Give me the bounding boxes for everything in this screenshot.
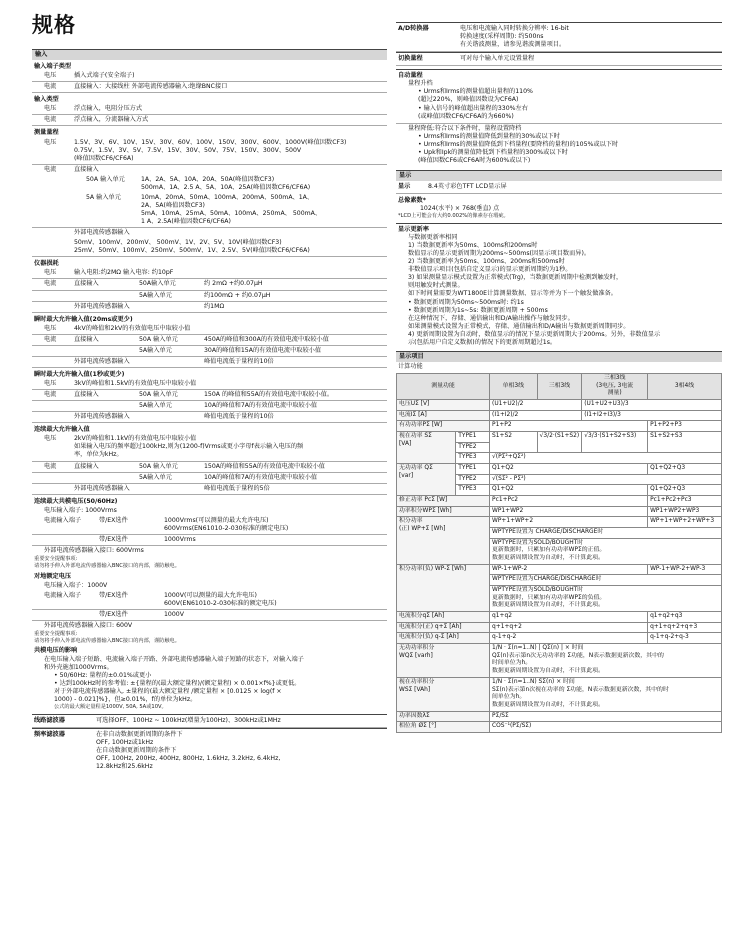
- cm-effect-heading: 共模电压的影响: [34, 647, 78, 655]
- table-row: [397, 564, 722, 575]
- spec-text: 1000Vrms(可以测量的最大允许电压) 600Vrms(EN61010-2-030标准的额定电压): [164, 516, 289, 532]
- voltage-range: 1.5V、3V、6V、10V、15V、30V、60V、100V、150V、300V、600V、1000V(峰值因数CF3) 0.75V、1.5V、3V、5V、7.5V、15V、30V、50V、75V、150V、300V、500V (峰值因数CF6/CF6A): [74, 138, 347, 162]
- spec-row: [32, 434, 387, 461]
- table-row: [397, 496, 722, 507]
- table-cell: (U1+U2)/2: [490, 400, 582, 411]
- spec-row: [32, 193, 387, 228]
- spec-text: 带/EX选件: [99, 610, 128, 618]
- spec-row: [32, 71, 387, 82]
- spec-text: 带/EX选件: [99, 535, 128, 543]
- spec-text: 重要安全提醒事项:: [34, 630, 78, 637]
- table-row: [397, 517, 722, 528]
- input-type-heading: 输入类型: [34, 96, 59, 104]
- spec-text: 外部电流传感器输入: [74, 302, 130, 310]
- impedance-heading: 仪器损耗: [34, 260, 59, 268]
- spec-text: 外部电流传感器输入: [74, 484, 130, 492]
- table-row: [397, 612, 722, 623]
- table-cell: 修正功率 PcΣ [W]: [397, 496, 490, 507]
- spec-row: [32, 165, 387, 175]
- spec-text: 8.4英寸彩色TFT LCD显示屏: [428, 183, 507, 190]
- spec-text: 50A输入单元: [139, 280, 176, 288]
- update-heading: 显示更新率: [396, 223, 722, 234]
- spec-row: [32, 610, 387, 621]
- peak20-heading: 瞬时最大允许输入值(20ms或更少): [34, 315, 133, 323]
- spec-text: • Urms和Irms的测量值超出量程的110% (超过220%，则峰值因数设为CF6A) • 输入信号的峰值超出量程的330%左右 (或峰值因数CF6/CF6A的为660%): [418, 88, 533, 120]
- table-cell: 单相3线: [490, 374, 538, 400]
- table-cell: WP1+WP2: [490, 506, 648, 517]
- table-cell: PΣ/SΣ: [490, 711, 722, 722]
- spec-text: 4kV的峰值和2kV的有效值电压中取较小值: [74, 324, 191, 332]
- freq-filter-label: 频率滤波器: [34, 730, 65, 738]
- spec-text: 量程降低:符合以下条件时，量程设置降档: [396, 123, 722, 133]
- spec-row: [397, 374, 722, 400]
- spec-text: 直接输入: [74, 280, 99, 288]
- ad-label: A/D转换器: [398, 25, 429, 32]
- table-cell: 电流积分(正) q+Σ [Ah]: [397, 622, 490, 633]
- left-column: [32, 47, 387, 773]
- spec-text: 电压: [44, 138, 57, 146]
- spec-text: 30A的峰值和15A的有效值电流中取较小值: [204, 346, 322, 354]
- spec-text: *LCD上可能会有大约0.002%的像素存在瑕疵。: [398, 213, 509, 220]
- table-cell: 视在功率积分 WSΣ [VAh]: [397, 677, 490, 711]
- spec-text: 峰值电流低于量程的5倍: [204, 484, 270, 492]
- table-cell: 电流积分(负) q-Σ [Ah]: [397, 633, 490, 644]
- table-cell: 三相3线 (3电压, 3电流 测量): [582, 374, 648, 400]
- spec-row: [32, 462, 387, 473]
- spec-text: 可对每个输入单元设置量程: [460, 55, 535, 63]
- table-cell: (I1+I2+I3)/3: [582, 410, 722, 421]
- spec-text: 10A的峰值和7A的有效值电流中取较小值: [204, 402, 318, 410]
- spec-text: • Urms和Irms的测量值降低到量程的30%或以下时 • Urms和Irms的测量值降低到下档量程(要降档的量程)的105%或以下时 • Upk和Ipk的测量值降低到下档量程的300%或以下时 (峰值因数CF6或CF6A时为600%或以下): [418, 132, 619, 164]
- spec-text: 50mV、100mV、200mV、 500mV、1V、2V、5V、10V(峰值因数CF3) 25mV、50mV、100mV、250mV、500mV、1V、2.5V、5V(峰值因数CF6/CF6A): [74, 239, 310, 255]
- table-cell: 积分功率 (正) WP+Σ [Wh]: [397, 517, 490, 564]
- spec-text: 50A 输入单元: [86, 175, 125, 183]
- spec-row: [32, 324, 387, 335]
- spec-text: 外部电流传感器输入: [74, 413, 130, 421]
- table-cell: TYPE3: [456, 453, 490, 464]
- table-cell: 视在功率 SΣ [VA]: [397, 432, 456, 464]
- spec-text: 450A的峰值和300A的有效值电流中取较小值: [204, 335, 329, 343]
- spec-row: [32, 379, 387, 390]
- spec-row: [32, 728, 387, 773]
- table-cell: q1+q2: [490, 612, 648, 623]
- table-cell: Q1+Q2: [490, 464, 648, 475]
- spec-text: 外部电流传感器输入接口: 600V: [44, 621, 133, 629]
- spec-text: 电压和电流输入同时转换分辨率: 16-bit 转换速度(采样周期): 约500ns 有关谐波测量，请参见谐波测量项目。: [460, 25, 569, 49]
- spec-text: 电流: [44, 83, 57, 91]
- common-mode-heading: 连续最大共模电压(50/60Hz): [34, 497, 118, 505]
- spec-text: 峰值电流低于量程的10倍: [204, 413, 274, 421]
- spec-row: [32, 401, 387, 412]
- rated-earth-heading: 对地额定电压: [34, 572, 72, 580]
- page-title: 规格: [32, 13, 76, 37]
- spec-row: [32, 228, 387, 238]
- table-row: [397, 677, 722, 711]
- spec-row: [32, 714, 387, 728]
- spec-row: [32, 104, 387, 115]
- right-column: [396, 22, 722, 733]
- spec-row: [396, 181, 722, 194]
- spec-text: 2kV的峰值和1.1kV的有效值电压中取较小值 如果输入电压的频率超过100kHz,则为(1200-f)Vrms或更小字母f表示输入电压的频 率，单位为kHz。: [74, 435, 304, 459]
- spec-text: • 达到100kHz时的参考值: ±{量程的(最大额定量程)/(额定量程) × 0.001×f%}或更低。 对于外部电流传感器输入, ±量程的(最大额定量程 /额定量程 × [0.0125 × log(f × 1000) - 0.021]%}，但≥0.01%，f的单位为kHz。: [54, 679, 301, 703]
- spec-row: [32, 516, 387, 535]
- spec-text: 约100mΩ + 约0.07μH: [204, 291, 271, 299]
- table-cell: Pc1+Pc2: [490, 496, 648, 507]
- table-cell: (U1+U2+U3)/3: [582, 400, 722, 411]
- spec-row: [32, 346, 387, 357]
- spec-text: 与数据更新率相同 1) 当数据更新率为50ms、100ms和200ms时 数值显示的显示更新周期为200ms~500ms(因显示项目数而异)。 2) 当数据更新率为50ms、100ms、200ms和500ms时 非数值显示项目(包括自定义显示)的显示更新周期约为1秒。 3) 如果测量显示模式设置为正常模式(Trg)，当数据更新周期中检测到触发时， 则用触发时式测量。 如下时间量需要为WT1800E计算测量数据、显示等并为下一个触发做准备。 • 数据更新周期为50ms~500ms时: 约1s • 数据更新周期为1s~5s: 数据更新周期 + 500ms 在这种情况下，存储、通信输出和D/A输出操作与触发同步。 如果测量模式设置为正常模式，存储、通信输出和D/A输出与数据更新周期同步。 4) 更新周期设置为自动时，数值显示的情况下显示更新周期大于200ms。另外，非数值显示 示(包括用户自定义数据)的情况下的更新周期超过1s。: [408, 234, 661, 346]
- spec-text: 50A 输入单元: [139, 391, 178, 399]
- table-cell: S1+S2: [490, 432, 538, 453]
- table-cell: WP+1+WP+2+WP+3: [648, 517, 722, 528]
- table-row: [397, 400, 722, 411]
- spec-text: 峰值电流低于量程的10倍: [204, 357, 274, 365]
- spec-row: [32, 115, 387, 126]
- table-cell: 有功功率PΣ [W]: [397, 421, 490, 432]
- spec-text: 可选择OFF、100Hz ~ 100kHz(增量为100Hz)、300kHz或1MHz: [96, 716, 281, 724]
- spec-text: 量程升档: [408, 80, 433, 88]
- table-cell: TYPE2: [456, 442, 490, 453]
- spec-row: [32, 412, 387, 423]
- spec-text: 50A 输入单元: [139, 462, 178, 470]
- table-cell: 三相3线: [537, 374, 582, 400]
- spec-row: [32, 535, 387, 546]
- spec-row: [396, 22, 722, 52]
- section-display: 显示: [396, 170, 722, 181]
- spec-text: 10mA、20mA、50mA、100mA、200mA、500mA、1A、 2A、5A(峰值因数CF3) 5mA、10mA、25mA、50mA、100mA、250mA、 500mA、 1 A、2.5A(峰值因数CF6/CF6A): [141, 193, 322, 226]
- spec-text: 电流: [44, 335, 57, 343]
- spec-text: 5A输入单元: [139, 346, 172, 354]
- spec-row: [32, 268, 387, 279]
- table-row: [397, 410, 722, 421]
- table-cell: TYPE2: [456, 474, 490, 485]
- table-cell: P1+P2: [490, 421, 648, 432]
- spec-text: 3kV的峰值和1.5kV的有效值电压中取较小值: [74, 380, 197, 387]
- spec-text: 电压输入端子：1000V: [44, 581, 108, 589]
- table-cell: √(SΣ² - PΣ²): [490, 474, 722, 485]
- terminal-voltage: 插入式端子(安全端子): [74, 72, 135, 80]
- table-cell: 相位角 ØΣ [°]: [397, 722, 490, 733]
- spec-text: 公式的最大额定量程是1000V, 50A, 5A或10V。: [54, 703, 167, 710]
- spec-row: [396, 52, 722, 66]
- spec-text: 电压输入端子: 1000Vrms: [44, 506, 117, 514]
- spec-text: 总像素数*: [398, 197, 426, 205]
- table-cell: S1+S2+S3: [648, 432, 722, 453]
- table-row: [397, 644, 722, 678]
- table-cell: 1/N · Σ(n=1..N) | QΣ(n) | × 时间 QΣ(n)表示第n次无功功率的 Σ功能，N表示数据更新次数，其中的 时间单位为h。 数据更新周期设置为自动时，不计算此项。: [490, 644, 722, 678]
- spec-row: [32, 484, 387, 495]
- spec-text: 外部电流传感器输入: [74, 357, 130, 365]
- spec-text: 50A 输入单元: [139, 335, 178, 343]
- peak1s-heading: 瞬时最大允许输入值(1秒或更少): [34, 370, 125, 378]
- spec-text: 电流输入端子: [44, 591, 82, 599]
- table-row: [397, 633, 722, 644]
- table-cell: WPTYPE设置为SOLD/BOUGHT时 更新数据时，只累加有功功率WPΣ的负值。 数据更新周期设置为自动时，不计算此项。: [490, 586, 722, 612]
- table-cell: 积分功率(负) WP-Σ [Wh]: [397, 564, 490, 611]
- spec-text: 浮点输入，电阻分压方式: [74, 105, 143, 113]
- spec-row: [32, 335, 387, 346]
- spec-text: 浮点输入，分流器输入方式: [74, 116, 149, 124]
- table-cell: (I1+I2)/2: [490, 410, 582, 421]
- spec-text: 显示: [398, 183, 411, 190]
- section-input: 输入: [32, 49, 387, 60]
- table-cell: q+1+q+2: [490, 622, 648, 633]
- spec-text: 带/EX选件: [99, 591, 128, 599]
- table-row: [397, 464, 722, 475]
- table-row: [397, 711, 722, 722]
- spec-text: 外部电流传感器输入: [74, 229, 130, 237]
- switch-label: 切换量程: [398, 55, 423, 63]
- terminal-type-heading: 输入端子类型: [34, 63, 72, 71]
- spec-text: 在非自动数据更新周期的条件下 OFF, 100Hz或1kHz 在自动数据更新周期的条件下 OFF, 100Hz, 200Hz, 400Hz, 800Hz, 1.6kHz, 3.2kHz, 6.4kHz, 12.8kHz和25.6kHz: [96, 730, 281, 770]
- spec-row: [32, 291, 387, 302]
- table-cell: WP+1+WP+2: [490, 517, 648, 528]
- table-cell: 功率因数λΣ: [397, 711, 490, 722]
- terminal-current: 直接输入：大接线柱 外部电流传感器输入:绝缘BNC接口: [74, 83, 228, 91]
- spec-text: 直接输入: [74, 462, 99, 470]
- spec-text: 约1MΩ: [204, 302, 225, 310]
- table-cell: 电压UΣ [V]: [397, 400, 490, 411]
- spec-text: 电流: [44, 116, 57, 124]
- spec-text: 电压: [44, 435, 57, 443]
- table-cell: Q1+Q2: [490, 485, 648, 496]
- table-cell: COS⁻¹(PΣ/SΣ): [490, 722, 722, 733]
- spec-text: 电压: [44, 324, 57, 332]
- spec-text: 直接输入: [74, 335, 99, 343]
- calc-table: [396, 373, 722, 733]
- table-cell: TYPE3: [456, 485, 490, 496]
- spec-text: • 50/60Hz: 量程的±0.01%或更小: [54, 671, 152, 679]
- spec-text: 1000V: [164, 610, 184, 618]
- spec-text: 带/EX选件: [99, 516, 128, 524]
- spec-text: 电流: [44, 165, 57, 173]
- table-cell: Q1+Q2+Q3: [648, 485, 722, 496]
- table-cell: 3相4线: [648, 374, 722, 400]
- spec-text: 150A的峰值和55A的有效值电流中取较小值: [204, 462, 325, 470]
- table-cell: Pc1+Pc2+Pc3: [648, 496, 722, 507]
- spec-text: 电流: [44, 280, 57, 288]
- table-cell: WPTYPE设置为 CHARGE/DISCHARGE时: [490, 528, 722, 539]
- line-filter-label: 线路滤波器: [34, 716, 65, 724]
- table-cell: 1/N · Σ(n=1..N) SΣ(n) × 时间 SΣ(n)表示第n次视在功率的 Σ功能，N表示数据更新次数，其中的时 间单位为h。 数据更新周期设置为自动时，不计算此项。: [490, 677, 722, 711]
- spec-row: [32, 302, 387, 313]
- spec-text: 输入电阻:约2MΩ 输入电容: 约10pF: [74, 269, 174, 277]
- spec-text: 请勿将手伸入外部电流传感器输入BNC接口的内部，谨防触电。: [34, 562, 180, 569]
- section-display-items: 显示项目: [396, 351, 722, 362]
- table-cell: √(PΣ²+QΣ²): [490, 453, 722, 464]
- spec-row: [32, 591, 387, 610]
- spec-text: 外部电流传感器输入接口: 600Vrms: [44, 547, 144, 554]
- spec-text: 直接输入: [74, 391, 99, 399]
- auto-range-heading: 自动量程: [396, 69, 722, 80]
- table-row: [397, 421, 722, 432]
- range-heading: 测量量程: [34, 129, 59, 137]
- table-row: [397, 506, 722, 517]
- table-row: [397, 722, 722, 733]
- table-cell: WP1+WP2+WP3: [648, 506, 722, 517]
- table-cell: WP-1+WP-2: [490, 564, 648, 575]
- table-cell: q+1+q+2+q+3: [648, 622, 722, 633]
- spec-text: 1A、2A、5A、10A、20A、50A(峰值因数CF3) 500mA、1A、2.5 A、5A、10A、25A(峰值因数CF6/CF6A): [141, 175, 311, 191]
- spec-row: [32, 82, 387, 93]
- spec-text: 约 2mΩ +约0.07μH: [204, 280, 263, 288]
- table-cell: WPTYPE设置为CHARGE/DISCHARGE时: [490, 575, 722, 586]
- spec-text: 在电压输入端子短路、电流输入端子开路、外部电流传感器输入端子短路的状态下，对输入端子 和外壳施加1000Vrms。: [44, 655, 304, 671]
- table-cell: q-1+q-2: [490, 633, 648, 644]
- spec-text: 150A 的峰值和55A的有效值电流中取较小值。: [204, 391, 334, 399]
- table-cell: q1+q2+q3: [648, 612, 722, 623]
- spec-row: [32, 238, 387, 257]
- spec-text: 5A输入单元: [139, 402, 172, 410]
- table-cell: √3/3·(S1+S2+S3): [582, 432, 648, 453]
- table-cell: TYPE1: [456, 464, 490, 475]
- table-cell: TYPE1: [456, 432, 490, 443]
- spec-row: [32, 357, 387, 368]
- spec-text: 计算功能: [398, 362, 423, 370]
- spec-text: 电压: [44, 105, 57, 113]
- table-cell: q-1+q-2+q-3: [648, 633, 722, 644]
- spec-text: 10A的峰值和7A的有效值电流中取较小值: [204, 473, 318, 481]
- spec-text: 电流输入端子: [44, 516, 82, 524]
- spec-text: 1000Vrms: [164, 535, 196, 543]
- spec-row: [32, 279, 387, 290]
- spec-text: 5A 输入单元: [86, 193, 121, 201]
- spec-text: 电压: [44, 269, 57, 277]
- spec-text: 5A输入单元: [139, 291, 172, 299]
- spec-row: [32, 390, 387, 401]
- spec-text: 请勿将手伸入外部电流传感器输入BNC接口的内部，谨防触电。: [34, 637, 180, 644]
- spec-text: 重要安全提醒事项:: [34, 556, 78, 563]
- table-cell: 电流IΣ [A]: [397, 410, 490, 421]
- table-cell: 电流积分qΣ [Ah]: [397, 612, 490, 623]
- spec-row: [32, 138, 387, 165]
- cont-heading: 连续最大允许输入值: [34, 426, 90, 434]
- spec-row: [32, 473, 387, 484]
- table-cell: WPTYPE设置为SOLD/BOUGHT时 更新数据时，只累加有功功率WPΣ的正值。 数据更新周期设置为自动时，不计算此项。: [490, 538, 722, 564]
- spec-row: [32, 175, 387, 193]
- table-cell: 无功功率积分 WQΣ [varh]: [397, 644, 490, 678]
- spec-text: 1024(水平) × 768(垂直) 点: [420, 205, 500, 213]
- table-cell: 无功功率 QΣ [var]: [397, 464, 456, 496]
- table-row: [397, 432, 722, 443]
- spec-text: 电压: [44, 72, 57, 80]
- table-cell: WP-1+WP-2+WP-3: [648, 564, 722, 575]
- spec-text: 5A输入单元: [139, 473, 172, 481]
- table-cell: Q1+Q2+Q3: [648, 464, 722, 475]
- table-cell: P1+P2+P3: [648, 421, 722, 432]
- table-cell: 功率积分WPΣ [Wh]: [397, 506, 490, 517]
- spec-text: 直接输入: [74, 165, 99, 173]
- spec-text: 电流: [44, 462, 57, 470]
- spec-text: 1000V(可以测量的最大允许电压) 600V(EN61010-2-030标准的额定电压): [164, 591, 277, 607]
- spec-text: 电流: [44, 391, 57, 399]
- table-row: [397, 622, 722, 633]
- table-cell: √3/2·(S1+S2): [537, 432, 582, 453]
- table-cell: 测量功能: [397, 374, 490, 400]
- spec-text: 电压: [44, 380, 57, 387]
